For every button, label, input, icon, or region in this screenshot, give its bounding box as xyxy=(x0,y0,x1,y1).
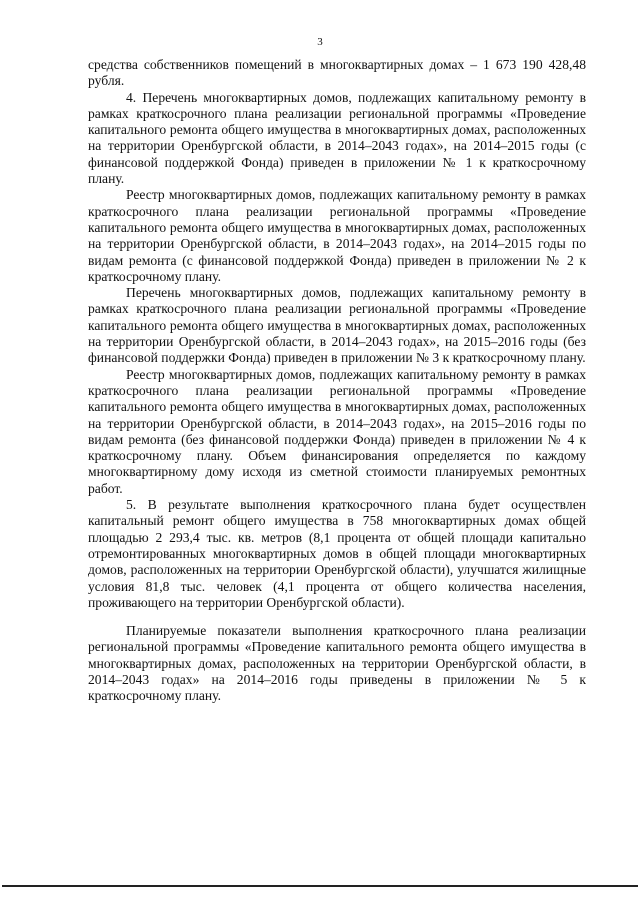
paragraph-list-without-fund-support: Перечень многоквартирных домов, подлежащих капитальному ремонту в рамках краткосрочного плана реализации региональной программы «Проведение капитального ремонта общего имущества в многоквартирных домах, расположенных на территории Оренбургской области, в 2014–2043 годах», на 2015–2016 годы (без финансовой поддержки Фонда) приведен в приложении № 3 к краткосрочному плану. xyxy=(88,285,586,366)
document-body xyxy=(88,57,586,705)
paragraph-funding-owners: средства собственников помещений в многоквартирных домах – 1 673 190 428,48 рубля. xyxy=(88,57,586,89)
paragraph-planned-indicators: Планируемые показатели выполнения краткосрочного плана реализации региональной программы «Проведение капитального ремонта общего имущества в многоквартирных домах, расположенных на территории Оренбургской области, в 2014–2043 годах» на 2014–2016 годы приведены в приложении № 5 к краткосрочному плану. xyxy=(88,623,586,704)
paragraph-list-with-fund-support: 4. Перечень многоквартирных домов, подлежащих капитальному ремонту в рамках краткосрочного плана реализации региональной программы «Проведение капитального ремонта общего имущества в многоквартирных домах, расположенных на территории Оренбургской области, в 2014–2043 годах», на 2014–2015 годы (с финансовой поддержкой Фонда) приведен в приложении № 1 к краткосрочному плану. xyxy=(88,89,586,187)
paragraph-expected-results: 5. В результате выполнения краткосрочного плана будет осуществлен капитальный ремонт общего имущества в 758 многоквартирных домах общей площадью 2 293,4 тыс. кв. метров (8,1 процента от общей площади капитально отремонтированных многоквартирных домов в общей площади многоквартирных домов, расположенных на территории Оренбургской области), улучшатся жилищные условия 81,8 тыс. человек (4,1 процента от общего количества населения, проживающего на территории Оренбургской области). xyxy=(88,497,586,610)
bottom-border-line xyxy=(2,885,638,887)
paragraph-registry-with-fund-support: Реестр многоквартирных домов, подлежащих капитальному ремонту в рамках краткосрочного плана реализации региональной программы «Проведение капитального ремонта общего имущества в многоквартирных домах, расположенных на территории Оренбургской области, в 2014–2043 годах», на 2014–2015 годы по видам ремонта (с финансовой поддержкой Фонда) приведен в приложении № 2 к краткосрочному плану. xyxy=(88,187,586,284)
paragraph-registry-without-fund-support: Реестр многоквартирных домов, подлежащих капитальному ремонту в рамках краткосрочного плана реализации региональной программы «Проведение капитального ремонта общего имущества в многоквартирных домах, расположенных на территории Оренбургской области, в 2014–2043 годах», на 2015–2016 годы по видам ремонта (без финансовой поддержки Фонда) приведен в приложении № 4 к краткосрочному плану. Объем финансирования определяется по каждому многоквартирному дому исходя из сметной стоимости планируемых ремонтных работ. xyxy=(88,366,586,496)
page-number: 3 xyxy=(317,36,323,48)
